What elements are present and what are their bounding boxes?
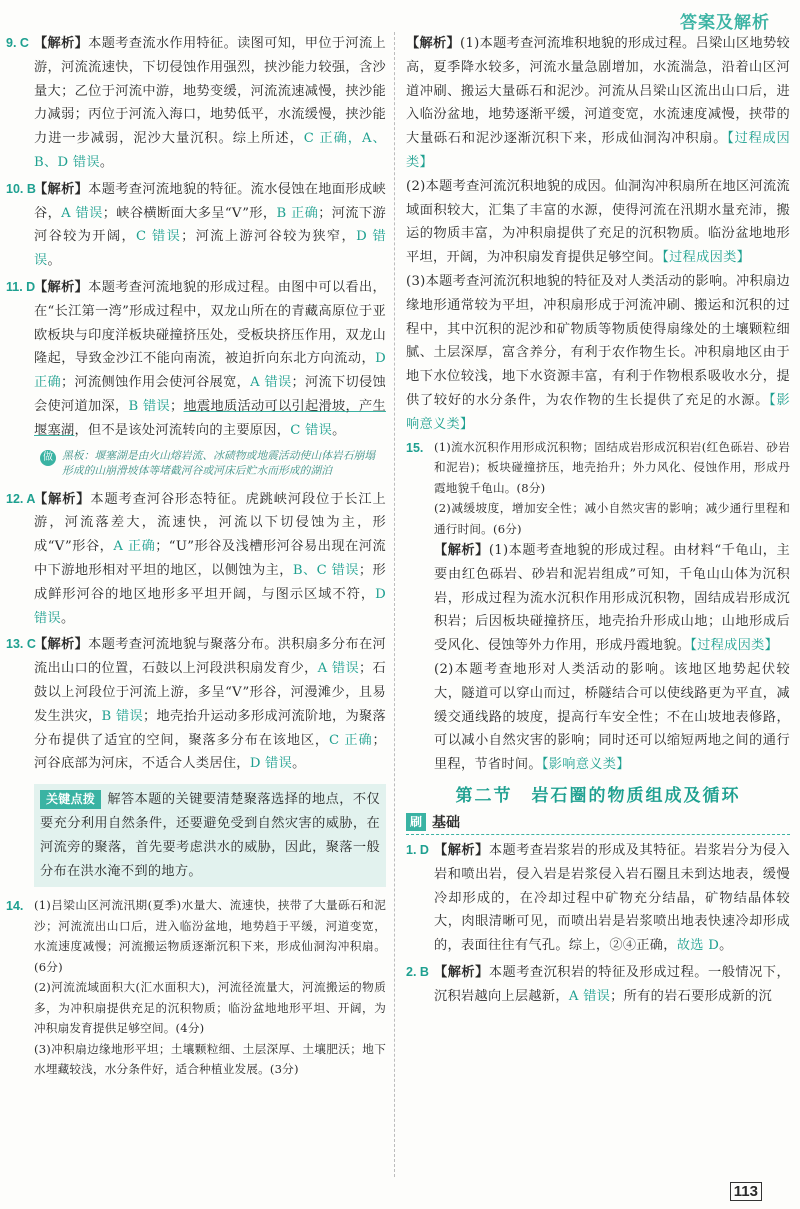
- blackboard-note: [36, 446, 386, 480]
- b2-text: 【解析】本题考查沉积岩的特征及形成过程。一般情况下，沉积岩越向上层越新，A 错误；所有的岩石要形成新的沉: [434, 965, 790, 1004]
- b2-number: 2. B: [406, 965, 429, 979]
- answer-q12: [6, 488, 386, 631]
- answer-q14: [6, 895, 386, 1080]
- q12-text: 【解析】本题考查河谷形态特征。虎跳峡河段位于长江上游，河流落差大，流速快，河流以下切侵蚀为主，形成“V”形谷，A 正确；“U”形谷及浅槽形河谷易出现在河流中下游地形相对平坦的地区，以侧蚀为主，B、C 错误；形成鲜形河谷的地区地形多平坦开阔，与图示区域不符，D 错误。: [34, 491, 386, 626]
- left-column: [6, 32, 386, 1177]
- basic-label: 基础: [432, 815, 461, 832]
- q14-analysis-2: (2)本题考查河流沉积地貌的成因。仙洞沟冲积扇所在地区河流流域面积较大，汇集了丰富的水源，使得河流在汛期水量充沛，搬运的物质丰富，为冲积扇提供了充足的沉积物质。临汾盆地地形平坦，开阔，为冲积扇发育提供足够空间。【过程成因类】: [406, 178, 790, 266]
- basic-header: [406, 812, 790, 835]
- q14-analysis-3: (3)本题考查河流沉积地貌的特征及对人类活动的影响。冲积扇边缘地形通常较为平坦，冲积扇形成于河流冲刷、搬运和沉积的过程中，其中沉积的泥沙和矿物质等物质使得扇缘处的土壤颗粒细腻、土层深厚，富含养分，有利于农作物生长。冲积扇地区由于地下水位较浅，地下水资源丰富，有利于作物根系吸收水分，提供了较好的水分条件，为农作物的生长提供了充足的水源。【影响意义类】: [406, 273, 790, 432]
- answer-q13: [6, 633, 386, 776]
- q14-answer-1: (1)吕梁山区河流汛期(夏季)水量大、流速快，挟带了大量砾石和泥沙；河流流出山口后，进入临汾盆地，地势趋于平缓，河道变宽，水流速度减慢；河流搬运物质逐渐沉积下来，形成仙洞沟冲积扇。(6分): [34, 898, 386, 974]
- q9-number: 9. C: [6, 36, 29, 50]
- q15-analysis-1: 【解析】(1)本题考查地貌的形成过程。由材料“千龟山，主要由红色砾岩、砂岩和泥岩组成”可知，千龟山山体为沉积岩，形成过程为流水沉积作用形成沉积物，固结成岩形成沉积岩；后因板块碰撞挤压，地壳抬升形成山地；山地形成后受风化、侵蚀等外力作用，形成丹霞地貌。【过程成因类】: [434, 543, 790, 654]
- q13-text: 【解析】本题考查河流地貌与聚落分布。洪积扇多分布在河流出山口的位置，石鼓以上河段洪积扇发育少，A 错误；石鼓以上河段位于河流上游，多呈“V”形谷，河漫滩少，且易发生洪灾，B 错误；地壳抬升运动多形成河流阶地，为聚落分布提供了适宜的空间，聚落多分布在该地区，C 正确；河谷底部为河床，不适合人类居住，D 错误。: [34, 637, 386, 772]
- q14-answer-2: (2)河流流域面积大(汇水面积大)，河流径流量大，河流搬运的物质多，为冲积扇提供充足的沉积物质；临汾盆地地形平坦、开阔，为冲积扇发育提供足够空间。(4分): [34, 980, 386, 1036]
- b1-number: 1. D: [406, 843, 429, 858]
- answer-q10: [6, 178, 386, 273]
- b1-text: 【解析】本题考查岩浆岩的形成及其特征。岩浆岩分为侵入岩和喷出岩，侵入岩是岩浆侵入岩石圈且未到达地表，缓慢冷却形成的，在冷却过程中矿物充分结晶，矿物结晶体较大，肉眼清晰可见，而喷出岩是岩浆喷出地表快速冷却形成的，表面往往有气孔。综上，②④正确，故选 D。: [434, 843, 790, 954]
- answer-q9: [6, 32, 386, 175]
- q11-number: 11. D: [6, 279, 36, 294]
- q15-answer-2: (2)减缓坡度，增加安全性；减小自然灾害的影响；减少通行里程和通行时间。(6分): [434, 501, 790, 536]
- q10-number: 10. B: [6, 181, 36, 196]
- section-title: 第二节 岩石圈的物质组成及循环: [455, 786, 741, 806]
- q14-number: 14.: [6, 899, 24, 914]
- key-point-title: 关键点拨: [40, 790, 101, 809]
- q11-text: 【解析】本题考查河流地貌的形成过程。由图中可以看出，在“长江第一湾”形成过程中，双龙山所在的青藏高原位于亚欧板块与印度洋板块碰撞挤压处，受板块挤压作用，双龙山隆起，导致金沙江不能向南流，被迫折向东北方向流动，D 正确；河流侧蚀作用会使河谷展宽，A 错误；河流下切侵蚀会使河道加深，B 错误；地震地质活动可以引起滑坡，产生堰塞湖，但不是该处河流转向的主要原因，C 错误。: [34, 279, 386, 438]
- q15-number: 15.: [406, 440, 424, 455]
- q10-text: 【解析】本题考查河流地貌的特征。流水侵蚀在地面形成峡谷，A 错误；峡谷横断面大多呈“V”形，B 正确；河流下游河谷较为开阔，C 错误；河流上游河谷较为狭窄，D 错误。: [34, 181, 386, 269]
- answer-q15: [406, 437, 790, 777]
- q9-text: 【解析】本题考查流水作用特征。读图可知，甲位于河流上游，河流流速快，下切侵蚀作用强烈，挟沙能力较强，含沙量大；乙位于河流中游，地势变缓，河流流速减慢，挟沙能力减弱；丙位于河流入海口，地势低平，水流缓慢，挟沙能力进一步减弱，泥沙大量沉积。综上所述，C 正确，A、B、D 错误。: [34, 36, 386, 170]
- q12-number: 12. A: [6, 491, 36, 506]
- answer-q11: [6, 276, 386, 443]
- right-column: [406, 32, 790, 1177]
- q15-answer-1: (1)流水沉积作用形成沉积物；固结成岩形成沉积岩(红色砾岩、砂岩和泥岩)；板块碰撞挤压，地壳抬升；外力风化、侵蚀作用，形成丹霞地貌千龟山。(8分): [434, 439, 790, 495]
- key-point-text: 解答本题的关键要清楚聚落选择的地点，不仅要充分利用自然条件，还要避免受到自然灾害的威胁，在河流旁的聚落，首先要考虑洪水的威胁，因此，聚落一般分布在洪水淹不到的地方。: [40, 792, 380, 879]
- key-point-box: [34, 784, 386, 887]
- column-divider: [394, 32, 395, 1177]
- answer-b2: [406, 961, 790, 1009]
- q14-analysis-1: 【解析】(1)本题考查河流堆积地貌的形成过程。吕梁山区地势较高，夏季降水较多，河流水量急剧增加，水流湍急，沿着山区河道冲刷、搬运大量砾石和泥沙。河流从吕梁山区流出山口后，进入临汾盆地，地势逐渐平缓，河道变宽，水流速度减慢，挟带的大量砾石和泥沙逐渐沉积下来，形成仙洞沟冲积扇。【过程成因类】: [406, 36, 790, 170]
- note-text: 黑板：堰塞湖是由火山熔岩流、冰碛物或地震活动使山体岩石崩塌形成的山崩滑坡体等堵截河谷或河床后贮水而形成的湖泊: [62, 448, 376, 477]
- q13-number: 13. C: [6, 637, 36, 652]
- q14-answer-3: (3)冲积扇边缘地形平坦；土壤颗粒细、土层深厚、土壤肥沃；地下水埋藏较浅，水分条件好，适合种植业发展。(3分): [34, 1041, 386, 1077]
- header-title: 答案及解析: [680, 13, 770, 33]
- basic-badge-icon: 刷: [406, 813, 426, 831]
- page-number: 113: [730, 1182, 762, 1201]
- answer-b1: [406, 839, 790, 958]
- note-badge-icon: 做: [40, 450, 56, 466]
- q15-analysis-2: (2)本题考查地形对人类活动的影响。该地区地势起伏较大，隧道可以穿山而过，桥隧结合可以使线路更为平直，减缓交通线路的坡度，提高行车安全性；不在山坡地表修路，可以减小自然灾害的影响；同时还可以缩短两地之间的通行里程，节省时间。【影响意义类】: [434, 662, 790, 773]
